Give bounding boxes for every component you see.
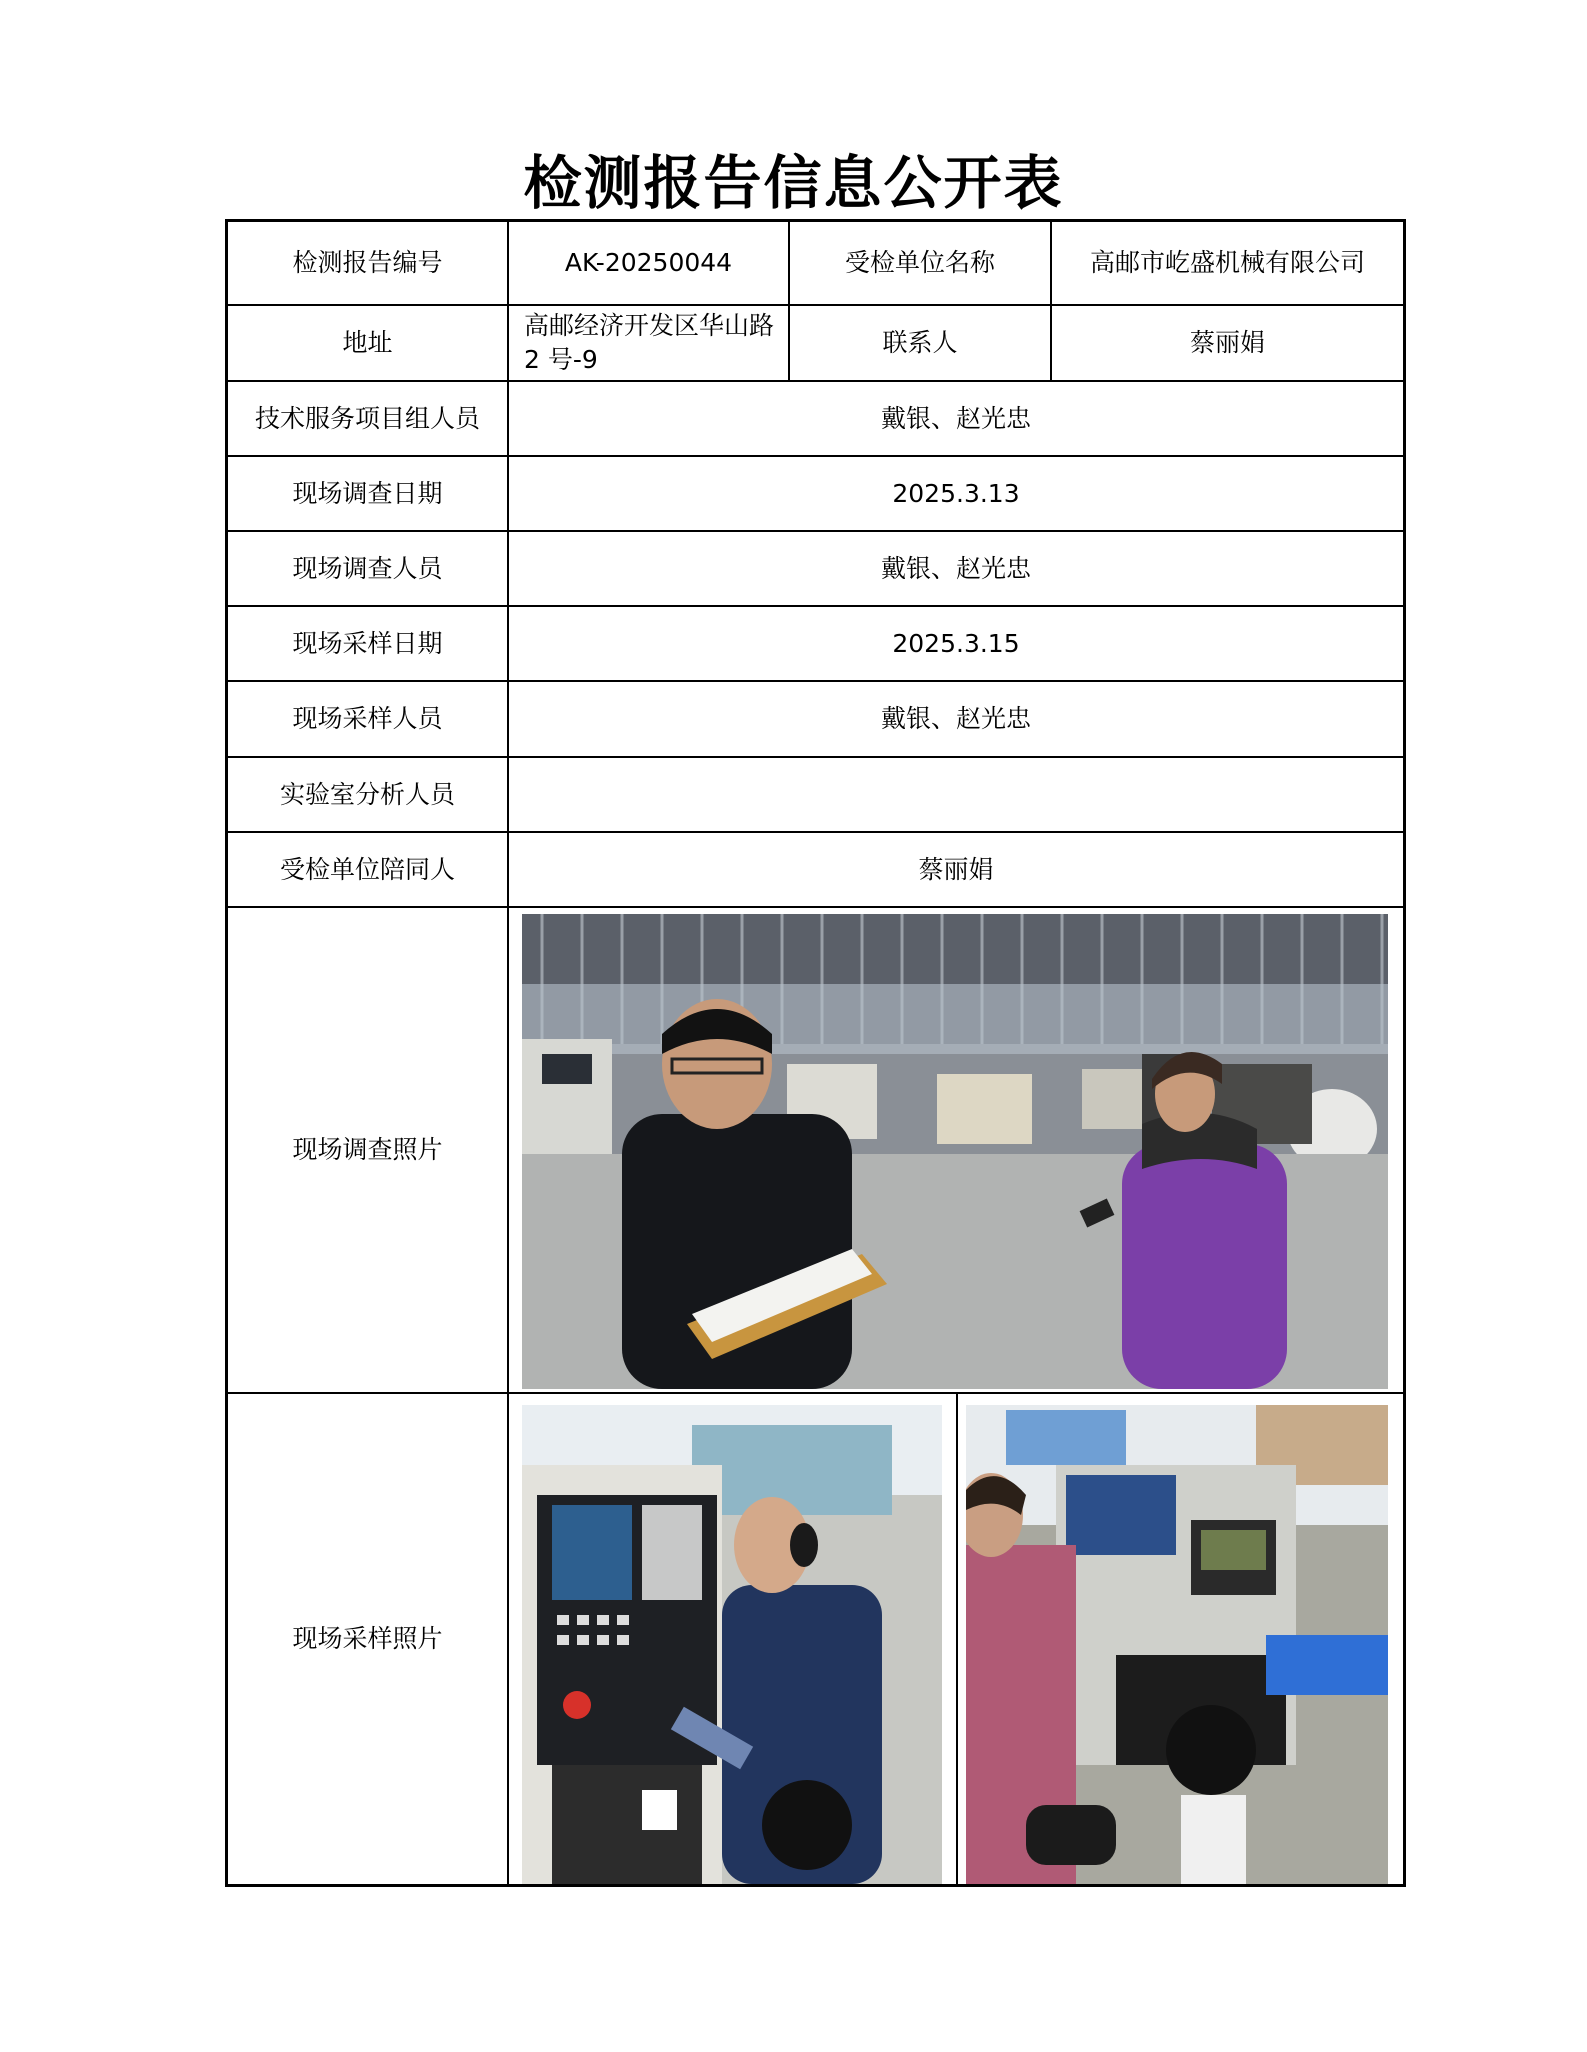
escort-value: 蔡丽娟 [918,854,994,884]
survey-photo-label: 现场调查照片 [292,1135,443,1165]
sampling-photo-1 [522,1405,942,1884]
survey-staff-value: 戴银、赵光忠 [880,553,1031,583]
sampling-staff-value: 戴银、赵光忠 [880,704,1031,734]
contact-value: 蔡丽娟 [1189,328,1265,358]
survey-photo [522,914,1388,1389]
survey-date-value: 2025.3.13 [892,478,1020,508]
address-label: 地址 [342,328,393,358]
survey-date-label: 现场调查日期 [292,478,443,508]
team-value: 戴银、赵光忠 [880,403,1031,433]
info-table [225,219,1406,1887]
unit-name-value: 高邮市屹盛机械有限公司 [1089,248,1365,278]
sampling-photo-2 [966,1405,1388,1884]
lab-staff-value [509,758,1403,831]
lab-staff-label: 实验室分析人员 [279,779,455,809]
address-value: 高邮经济开发区华山路 2 号-9 [524,311,775,374]
unit-name-label: 受检单位名称 [844,248,995,278]
sampling-staff-label: 现场采样人员 [292,704,443,734]
escort-label: 受检单位陪同人 [279,854,455,884]
sampling-date-value: 2025.3.15 [892,628,1020,658]
report-no-value: AK-20250044 [564,248,733,278]
contact-label: 联系人 [882,328,958,358]
report-no-label: 检测报告编号 [292,248,443,278]
page-title: 检测报告信息公开表 [523,149,1064,217]
team-label: 技术服务项目组人员 [254,403,480,433]
sampling-photo-label: 现场采样照片 [292,1624,443,1654]
survey-staff-label: 现场调查人员 [292,553,443,583]
sampling-date-label: 现场采样日期 [292,628,443,658]
